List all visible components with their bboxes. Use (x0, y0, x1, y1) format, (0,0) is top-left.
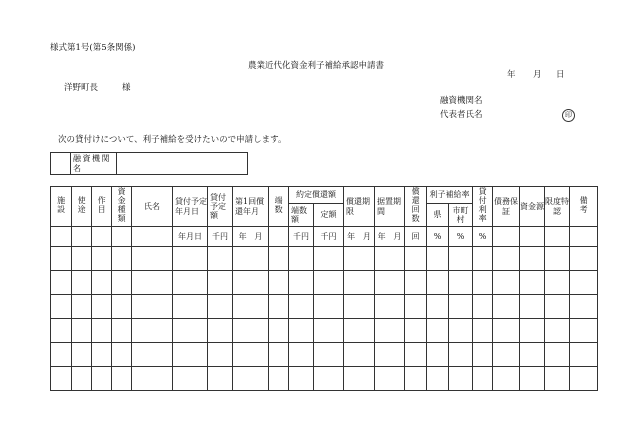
table-cell[interactable] (427, 247, 449, 271)
table-cell[interactable] (132, 367, 173, 391)
table-cell[interactable] (344, 271, 375, 295)
unit-riritsu: % (473, 227, 493, 247)
header-sakumoku: 作目 (92, 187, 112, 227)
header-shokan-kaisu: 償還回数 (405, 187, 427, 227)
table-cell[interactable] (545, 367, 570, 391)
unit-sueoki-year: 年 (377, 231, 386, 241)
table-cell[interactable] (405, 367, 427, 391)
table-cell[interactable] (208, 271, 233, 295)
unit-shichoson: % (449, 227, 473, 247)
table-cell[interactable] (375, 295, 405, 319)
header-saimu-hosho: 債務保証 (493, 187, 520, 227)
table-cell[interactable] (269, 319, 289, 343)
addressee-suffix: 様 (122, 83, 131, 93)
table-cell[interactable] (208, 343, 233, 367)
table-cell[interactable] (72, 343, 92, 367)
table-cell[interactable] (173, 343, 208, 367)
table-cell[interactable] (344, 319, 375, 343)
table-cell[interactable] (314, 319, 344, 343)
table-cell[interactable] (289, 295, 314, 319)
table-cell[interactable] (289, 247, 314, 271)
unit-cell (112, 227, 132, 247)
header-hasu: 端数 (269, 187, 289, 227)
table-cell[interactable] (520, 271, 545, 295)
table-cell[interactable] (545, 271, 570, 295)
table-cell[interactable] (314, 367, 344, 391)
table-cell[interactable] (473, 319, 493, 343)
unit-cell (493, 227, 520, 247)
table-cell[interactable] (449, 271, 473, 295)
table-cell[interactable] (233, 271, 269, 295)
unit-dai1kai (233, 227, 269, 247)
unit-dai1kai-month: 月 (254, 231, 263, 241)
table-cell[interactable] (427, 319, 449, 343)
table-cell[interactable] (545, 343, 570, 367)
table-cell[interactable] (112, 295, 132, 319)
table-cell[interactable] (51, 319, 72, 343)
institution-box-label: 融資機関名 (71, 153, 117, 175)
table-cell[interactable] (233, 319, 269, 343)
unit-cell (132, 227, 173, 247)
header-kashitsuke-yotei: 貸付予定年月日 (173, 187, 208, 227)
table-cell[interactable] (473, 247, 493, 271)
institution-box-value[interactable] (117, 153, 248, 175)
unit-kashitsuke-yotei: 年月日 (173, 227, 208, 247)
table-cell[interactable] (427, 367, 449, 391)
document-title: 農業近代化資金利子補給承認申請書 (248, 61, 385, 71)
table-cell[interactable] (51, 343, 72, 367)
table-cell[interactable] (208, 319, 233, 343)
table-cell[interactable] (132, 295, 173, 319)
table-cell[interactable] (269, 271, 289, 295)
header-biko: 備考 (570, 187, 598, 227)
header-kashitsuke-riritsu: 貸付利率 (473, 187, 493, 227)
table-cell[interactable] (449, 319, 473, 343)
unit-cell (51, 227, 72, 247)
table-cell[interactable] (289, 343, 314, 367)
table-cell[interactable] (493, 367, 520, 391)
header-hokyu-group: 利子補給率 (427, 187, 473, 204)
table-cell[interactable] (132, 271, 173, 295)
table-cell[interactable] (314, 343, 344, 367)
table-cell[interactable] (570, 271, 598, 295)
table-cell[interactable] (493, 295, 520, 319)
unit-hasu-gaku: 千円 (289, 227, 314, 247)
header-shimei: 氏名 (132, 187, 173, 227)
header-shikin-gen: 資金源 (520, 187, 545, 227)
table-cell[interactable] (375, 367, 405, 391)
table-cell[interactable] (112, 319, 132, 343)
header-sueoki: 据置期間 (375, 187, 405, 227)
table-cell[interactable] (72, 247, 92, 271)
header-shikin-shurui: 資金種類 (112, 187, 132, 227)
institution-name-label: 融資機関名 (440, 96, 483, 106)
table-cell[interactable] (289, 271, 314, 295)
unit-ken: % (427, 227, 449, 247)
table-cell[interactable] (427, 295, 449, 319)
table-cell[interactable] (493, 271, 520, 295)
table-cell[interactable] (545, 247, 570, 271)
table-cell[interactable] (51, 367, 72, 391)
unit-sueoki-month: 月 (393, 231, 402, 241)
table-cell[interactable] (314, 247, 344, 271)
header-shisetsu: 施設 (51, 187, 72, 227)
table-row (51, 295, 598, 319)
unit-kigen (344, 227, 375, 247)
table-cell[interactable] (520, 367, 545, 391)
header-ken: 県 (427, 204, 449, 227)
table-cell[interactable] (570, 343, 598, 367)
table-cell[interactable] (427, 271, 449, 295)
table-cell[interactable] (405, 247, 427, 271)
table-cell[interactable] (289, 319, 314, 343)
header-hasu-gaku: 端数額 (289, 204, 314, 227)
unit-sueoki (375, 227, 405, 247)
intro-text: 次の貸付けについて、利子補給を受けたいので申請します。 (58, 135, 287, 145)
table-cell[interactable] (520, 319, 545, 343)
table-cell[interactable] (570, 367, 598, 391)
table-cell[interactable] (51, 271, 72, 295)
table-cell[interactable] (473, 343, 493, 367)
unit-cell (570, 227, 598, 247)
table-cell[interactable] (405, 295, 427, 319)
table-cell[interactable] (375, 343, 405, 367)
header-kashitsuke-gaku: 貸付予定額 (208, 187, 233, 227)
table-cell[interactable] (51, 247, 72, 271)
table-cell[interactable] (344, 247, 375, 271)
table-cell[interactable] (405, 319, 427, 343)
header-gendo-tokurei: 限度特認 (545, 187, 570, 227)
table-cell[interactable] (92, 343, 112, 367)
table-cell[interactable] (405, 271, 427, 295)
table-cell[interactable] (132, 247, 173, 271)
unit-cell (545, 227, 570, 247)
table-cell[interactable] (233, 343, 269, 367)
unit-cell (520, 227, 545, 247)
table-cell[interactable] (51, 295, 72, 319)
table-cell[interactable] (493, 247, 520, 271)
table-cell[interactable] (545, 295, 570, 319)
table-cell[interactable] (269, 247, 289, 271)
table-cell[interactable] (314, 271, 344, 295)
table-cell[interactable] (427, 343, 449, 367)
table-cell[interactable] (269, 295, 289, 319)
date-year-label: 年 (507, 70, 516, 80)
table-cell[interactable] (375, 319, 405, 343)
addressee-name: 洋野町長 (64, 83, 99, 93)
table-cell[interactable] (92, 367, 112, 391)
table-cell[interactable] (92, 319, 112, 343)
unit-dai1kai-year: 年 (238, 231, 247, 241)
header-shichoson: 市町村 (449, 204, 473, 227)
table-cell[interactable] (173, 271, 208, 295)
table-cell[interactable] (344, 295, 375, 319)
unit-cell (269, 227, 289, 247)
table-cell[interactable] (314, 295, 344, 319)
header-dai1kai: 第1回償還年月 (233, 187, 269, 227)
table-cell[interactable] (208, 247, 233, 271)
table-header-row (51, 187, 598, 204)
table-cell[interactable] (449, 247, 473, 271)
table-cell[interactable] (112, 367, 132, 391)
table-cell[interactable] (92, 247, 112, 271)
form-number: 様式第1号(第5条関係) (50, 43, 136, 53)
table-cell[interactable] (233, 295, 269, 319)
unit-kigen-year: 年 (347, 231, 356, 241)
unit-teigaku: 千円 (314, 227, 344, 247)
table-cell[interactable] (72, 319, 92, 343)
table-cell[interactable] (570, 319, 598, 343)
table-cell[interactable] (375, 271, 405, 295)
table-cell[interactable] (173, 247, 208, 271)
institution-box (50, 152, 248, 175)
table-cell[interactable] (208, 295, 233, 319)
table-cell[interactable] (233, 367, 269, 391)
unit-cell (72, 227, 92, 247)
header-teigaku: 定額 (314, 204, 344, 227)
table-cell[interactable] (570, 247, 598, 271)
date-month-label: 月 (533, 70, 542, 80)
table-row (51, 271, 598, 295)
table-body (51, 247, 598, 391)
header-shito: 使途 (72, 187, 92, 227)
table-cell[interactable] (173, 295, 208, 319)
table-row (51, 319, 598, 343)
table-cell[interactable] (173, 367, 208, 391)
table-cell[interactable] (269, 343, 289, 367)
institution-box-spacer (51, 153, 71, 175)
representative-name-label: 代表者氏名 (440, 110, 483, 120)
unit-kashitsuke-gaku: 千円 (208, 227, 233, 247)
table-row (51, 367, 598, 391)
table-cell[interactable] (520, 295, 545, 319)
table-cell[interactable] (344, 367, 375, 391)
table-cell[interactable] (72, 295, 92, 319)
table-cell[interactable] (493, 319, 520, 343)
table-row (51, 247, 598, 271)
table-cell[interactable] (520, 247, 545, 271)
table-units-row (51, 227, 598, 247)
table-cell[interactable] (289, 367, 314, 391)
table-cell[interactable] (473, 367, 493, 391)
table-cell[interactable] (112, 271, 132, 295)
table-row (51, 343, 598, 367)
table-cell[interactable] (449, 343, 473, 367)
table-cell[interactable] (112, 343, 132, 367)
table-cell[interactable] (570, 295, 598, 319)
table-cell[interactable] (473, 295, 493, 319)
table-cell[interactable] (72, 271, 92, 295)
table-cell[interactable] (92, 271, 112, 295)
date-day-label: 日 (556, 70, 565, 80)
table-cell[interactable] (493, 343, 520, 367)
table-cell[interactable] (269, 367, 289, 391)
table-cell[interactable] (233, 247, 269, 271)
table-cell[interactable] (449, 295, 473, 319)
table-cell[interactable] (92, 295, 112, 319)
table-cell[interactable] (72, 367, 92, 391)
table-cell[interactable] (405, 343, 427, 367)
header-shokan-kigen: 償還期限 (344, 187, 375, 227)
table-cell[interactable] (132, 343, 173, 367)
table-cell[interactable] (208, 367, 233, 391)
table-cell[interactable] (375, 247, 405, 271)
table-cell[interactable] (132, 319, 173, 343)
unit-kaisu: 回 (405, 227, 427, 247)
table-cell[interactable] (520, 343, 545, 367)
seal-mark: 印 (562, 109, 575, 122)
table-cell[interactable] (173, 319, 208, 343)
unit-kigen-month: 月 (362, 231, 371, 241)
unit-cell (92, 227, 112, 247)
table-cell[interactable] (112, 247, 132, 271)
table-cell[interactable] (473, 271, 493, 295)
table-cell[interactable] (344, 343, 375, 367)
application-table (50, 186, 598, 391)
table-cell[interactable] (545, 319, 570, 343)
table-cell[interactable] (449, 367, 473, 391)
header-yakujo-group: 約定償還額 (289, 187, 344, 204)
